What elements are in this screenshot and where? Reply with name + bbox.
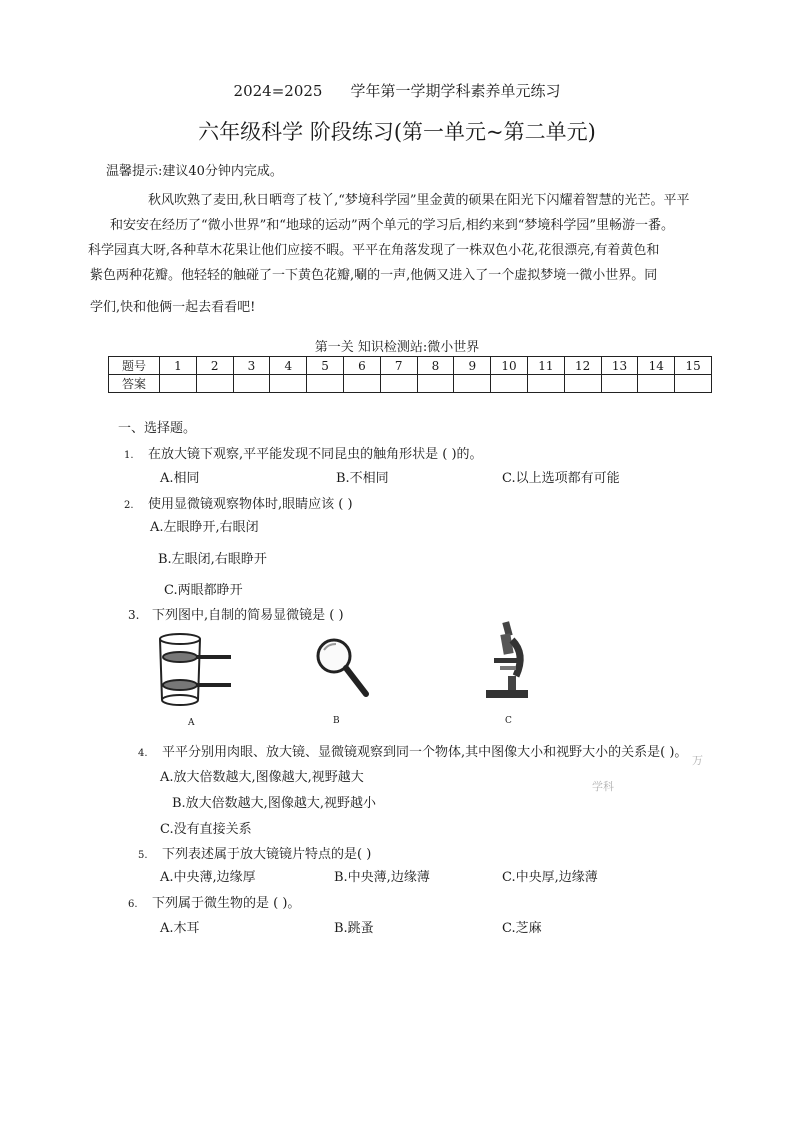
number-cell: 7: [380, 357, 417, 375]
answer-cell[interactable]: [160, 375, 197, 393]
exam-header: [0, 80, 794, 101]
number-cell: 1: [160, 357, 197, 375]
option-b[interactable]: B.跳蚤: [334, 921, 374, 936]
table-row-numbers: [109, 357, 712, 375]
bleed-through-text: 万: [692, 754, 703, 767]
option-b[interactable]: B.左眼闭,右眼睁开: [158, 552, 267, 567]
intro-line-4: 紫色两种花瓣。他轻轻的触碰了一下黄色花瓣,唰的一声,他俩又进入了一个虚拟梦境一微小世界。同: [90, 268, 658, 283]
number-cell: 15: [675, 357, 712, 375]
question-2: [124, 493, 353, 512]
tip-text: 温馨提示:建议40分钟内完成。: [106, 164, 283, 179]
answer-cell[interactable]: [270, 375, 307, 393]
row-label: 答案: [109, 375, 160, 393]
option-c[interactable]: C.没有直接关系: [160, 822, 252, 837]
question-3: [128, 604, 344, 623]
option-b[interactable]: B.中央薄,边缘薄: [334, 870, 430, 885]
option-b[interactable]: B.不相同: [336, 471, 389, 486]
intro-line-1: 秋风吹熟了麦田,秋日晒弯了枝丫,“梦境科学园”里金黄的硕果在阳光下闪耀着智慧的光芒。平平: [148, 193, 690, 208]
question-number: 2.: [124, 500, 134, 511]
homemade-microscope-figure[interactable]: [150, 630, 242, 714]
table-row-answers: [109, 375, 712, 393]
answer-cell[interactable]: [196, 375, 233, 393]
question-number: 5.: [138, 850, 148, 861]
question-text: 使用显微镜观察物体时,眼睛应该 ( ): [148, 497, 353, 512]
number-cell: 13: [601, 357, 638, 375]
question-4: [138, 741, 687, 760]
answer-cell[interactable]: [417, 375, 454, 393]
option-c[interactable]: C.以上选项都有可能: [502, 471, 620, 486]
question-number: 4.: [138, 748, 148, 759]
question-1: [124, 443, 483, 462]
answer-cell[interactable]: [601, 375, 638, 393]
option-a[interactable]: A.放大倍数越大,图像越大,视野越大: [160, 770, 364, 785]
option-a[interactable]: A.相同: [160, 471, 200, 486]
answer-cell[interactable]: [454, 375, 491, 393]
school-year: 2024=2025: [233, 82, 323, 100]
number-cell: 14: [638, 357, 675, 375]
question-text: 平平分别用肉眼、放大镜、显微镜观察到同一个物体,其中图像大小和视野大小的关系是( )。: [162, 745, 688, 760]
magnifying-glass-figure[interactable]: [314, 636, 370, 698]
answer-cell[interactable]: [343, 375, 380, 393]
intro-line-3: 科学园真大呀,各种草木花果让他们应接不暇。平平在角落发现了一株双色小花,花很漂亮,有着黄色和: [88, 243, 660, 258]
number-cell: 9: [454, 357, 491, 375]
bleed-through-text: 学科: [592, 780, 614, 793]
figure-a-label: A: [188, 718, 195, 728]
figure-c-label: C: [505, 716, 512, 726]
question-5: [138, 843, 371, 862]
answer-cell[interactable]: [638, 375, 675, 393]
number-cell: 5: [307, 357, 344, 375]
intro-line-5: 学们,快和他俩一起去看看吧!: [90, 300, 256, 315]
question-number: 3.: [128, 608, 140, 622]
number-cell: 12: [564, 357, 601, 375]
answer-cell[interactable]: [675, 375, 712, 393]
number-cell: 3: [233, 357, 270, 375]
question-number: 1.: [124, 450, 134, 461]
answer-cell[interactable]: [527, 375, 564, 393]
answer-cell[interactable]: [233, 375, 270, 393]
answer-cell[interactable]: [564, 375, 601, 393]
question-6: [128, 892, 300, 911]
part-title: 一、选择题。: [118, 421, 197, 436]
number-cell: 8: [417, 357, 454, 375]
option-a[interactable]: A.中央薄,边缘厚: [160, 870, 256, 885]
answer-cell[interactable]: [380, 375, 417, 393]
answer-cell[interactable]: [307, 375, 344, 393]
intro-line-2: 和安安在经历了“微小世界”和“地球的运动”两个单元的学习后,相约来到“梦境科学园”里畅游一番。: [110, 218, 675, 233]
question-text: 下列属于微生物的是 ( )。: [152, 896, 301, 911]
option-c[interactable]: C.中央厚,边缘薄: [502, 870, 598, 885]
number-cell: 10: [491, 357, 528, 375]
option-b[interactable]: B.放大倍数越大,图像越大,视野越小: [172, 796, 376, 811]
option-a[interactable]: A.木耳: [160, 921, 200, 936]
question-text: 下列表述属于放大镜镜片特点的是( ): [162, 847, 372, 862]
section-title: 第一关 知识检测站:微小世界: [314, 340, 480, 355]
page-title: 六年级科学 阶段练习(第一单元~第二单元): [198, 120, 596, 144]
answer-table: [108, 356, 712, 393]
option-c[interactable]: C.芝麻: [502, 921, 542, 936]
option-a[interactable]: A.左眼睁开,右眼闭: [150, 520, 259, 535]
microscope-figure[interactable]: [482, 620, 532, 700]
question-number: 6.: [128, 899, 138, 910]
figure-b-label: B: [333, 716, 340, 726]
question-text: 在放大镜下观察,平平能发现不同昆虫的触角形状是 ( )的。: [148, 447, 483, 462]
question-text: 下列图中,自制的简易显微镜是 ( ): [152, 608, 344, 623]
number-cell: 11: [527, 357, 564, 375]
number-cell: 2: [196, 357, 233, 375]
number-cell: 6: [343, 357, 380, 375]
answer-cell[interactable]: [491, 375, 528, 393]
term-title: 学年第一学期学科素养单元练习: [350, 82, 561, 100]
option-c[interactable]: C.两眼都睁开: [164, 583, 243, 598]
row-label: 题号: [109, 357, 160, 375]
number-cell: 4: [270, 357, 307, 375]
